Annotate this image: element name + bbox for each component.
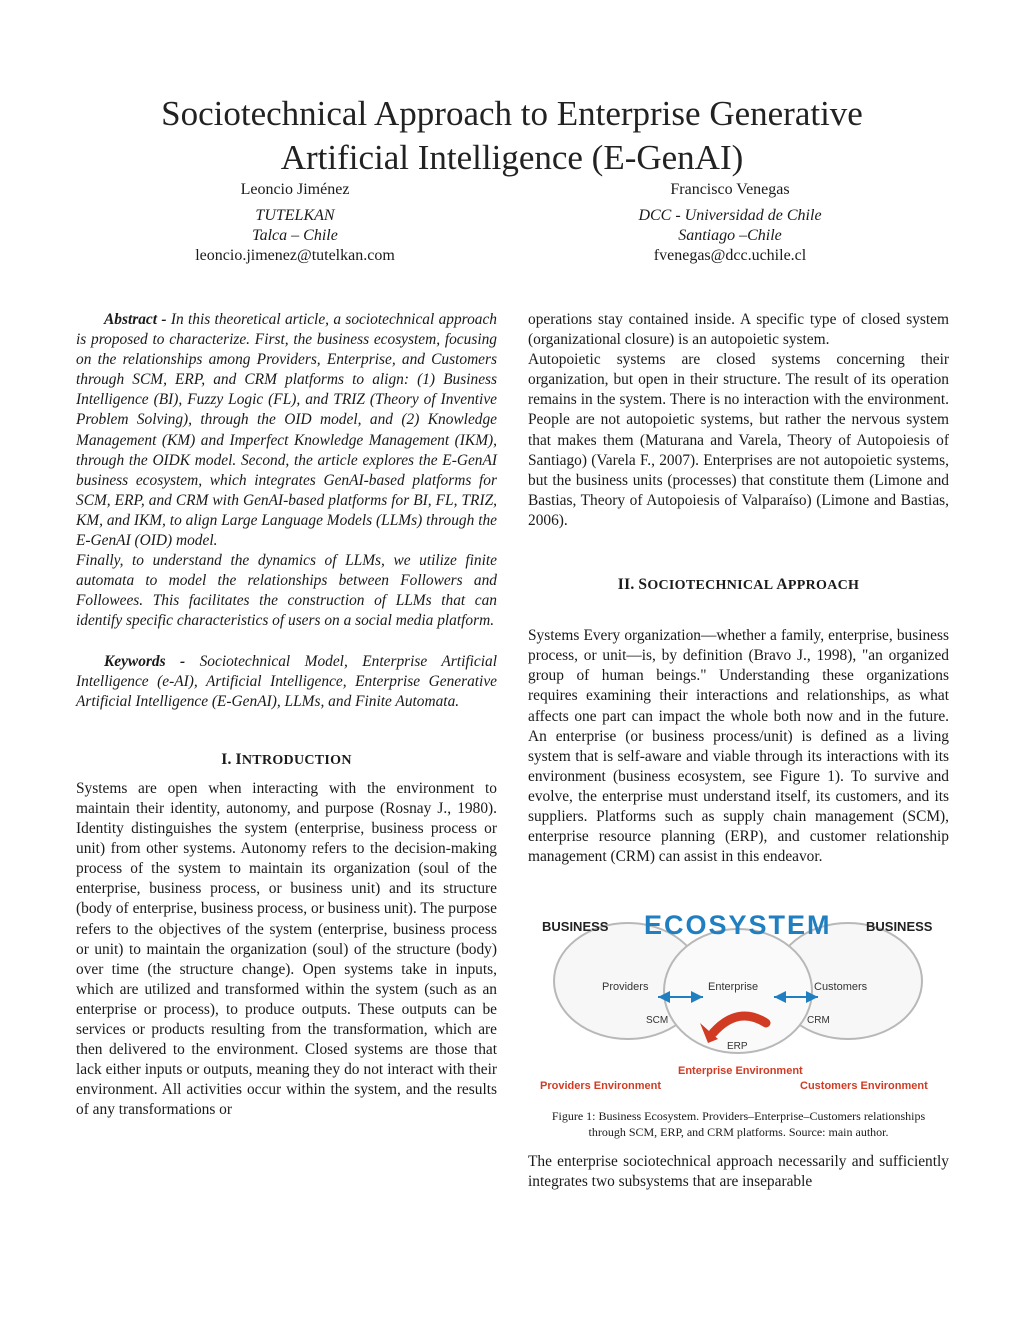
business-right-label: BUSINESS: [866, 919, 933, 935]
right-column: [528, 310, 949, 1192]
paragraph: Autopoietic systems are closed systems concerning their organization, but open in their structure. The result of its operation remains in the system. There is no interaction with the environment. People are not autopoietic systems, but rather the nervous system that makes them (Maturana and Varela, Theory of Autopoiesis of Santiago) (Varela F., 2007). Enterprises are not autopoietic systems, but the business units (processes) that constitute them (Limone and Bastias, Theory of Autopoiesis of Valparaíso) (Limone and Bastias, 2006).: [528, 351, 949, 529]
final-paragraph: The enterprise sociotechnical approach necessarily and sufficiently integrates two subsystems that are inseparable: [528, 1153, 949, 1191]
ecosystem-label: ECOSYSTEM: [644, 910, 832, 941]
title-line-1: Sociotechnical Approach to Enterprise Generative: [161, 94, 863, 133]
section-heading-sociotechnical: II. SOCIOTECHNICAL APPROACH: [617, 576, 860, 594]
author-location: Talca – Chile: [252, 227, 338, 244]
abstract: [76, 310, 497, 551]
business-left-label: BUSINESS: [542, 919, 609, 935]
sociotechnical-text: Systems Every organization—whether a family, enterprise, business process, or unit—is, by definition (Bravo J., 1998), "an organized group of human beings." Understanding these organizations requires examining their interactions and relationships, as what affects one part can impact the whole both now and in the future. An enterprise (or business process/unit) is defined as a living system that is self-aware and viable through its interactions with its environment (business ecosystem, see Figure 1). To survive and evolve, the enterprise must understand itself, its customers, and its suppliers. Platforms such as supply chain management (SCM), enterprise resource planning (ERP), and customer relationship management (CRM) can assist in this endeavor.: [528, 627, 949, 866]
title-line-2: Artificial Intelligence (E-GenAI): [280, 138, 744, 177]
abstract-text: In this theoretical article, a sociotechnical approach is proposed to characterize. First, the business ecosystem, focusing on the relationships among Providers, Enterprise, and Customers through SCM, ERP, and CRM platforms to align: (1) Business Intelligence (BI), Fuzzy Logic (FL), and TRIZ (Theory of Inventive Problem Solving), through the OID model, and (2) Knowledge Management (KM) and Imperfect Knowledge Management (IKM), through the OIDK model. Second, the article explores the E-GenAI business ecosystem, which integrates GenAI-based platforms for SCM, ERP, and CRM with GenAI-based platforms for BI, FL, TRIZ, KM, and IKM, to align Large Language Models (LLMs) through the E-GenAI (OID) model.: [76, 311, 498, 550]
customers-environment-label: Customers Environment: [800, 1080, 928, 1093]
enterprise-label: Enterprise: [708, 981, 759, 994]
figure-caption: [528, 1108, 949, 1140]
providers-label: Providers: [602, 981, 649, 994]
providers-environment-label: Providers Environment: [540, 1080, 662, 1093]
caption-line-1: Figure 1: Business Ecosystem. Providers–Enterprise–Customers relationships: [551, 1109, 926, 1124]
keywords-text: Sociotechnical Model, Enterprise Artificial Intelligence (e-AI), Artificial Intelligence, Enterprise Generative Artificial Intelligence (E-GenAI), LLMs, and Finite Automata.: [76, 652, 497, 710]
author-org: DCC - Universidad de Chile: [638, 207, 822, 224]
erp-label: ERP: [727, 1041, 748, 1053]
author-email: leoncio.jimenez@tutelkan.com: [195, 247, 395, 264]
scm-label: SCM: [646, 1015, 669, 1027]
abstract-label: Abstract -: [104, 311, 167, 328]
figure-business-ecosystem: [528, 901, 949, 1106]
author-name: Leoncio Jiménez: [240, 181, 350, 198]
paragraph: operations stay contained inside. A specific type of closed system (organizational closure) is an autopoietic system.: [528, 311, 949, 349]
author-email: fvenegas@dcc.uchile.cl: [653, 247, 807, 264]
enterprise-environment-label: Enterprise Environment: [678, 1065, 803, 1078]
keywords: [76, 652, 497, 712]
paper-title: [60, 92, 964, 180]
section-heading-introduction: I. INTRODUCTION: [221, 750, 352, 768]
customers-label: Customers: [814, 981, 868, 994]
introduction-text: Systems are open when interacting with the environment to maintain their identity, autonomy, and purpose (Rosnay J., 1980). Identity distinguishes the system (enterprise, business process or unit) from other systems. Autonomy refers to the decision-making process of the system to maintain its organization (soul of the enterprise, business process, or business unit) and its structure (body of enterprise, business process, or business unit). The purpose refers to the objectives of the system (enterprise, business process or unit) to maintain the organization (soul) of the structure (body) over time (the structure change). Open systems take in inputs, which are utilized and transformed within the system (such as an enterprise or process), to produce outputs. These outputs can be services or products resulting from the transformation, which are then delivered to the environment. Closed systems are those that lack either inputs or outputs, meaning they do not interact with their environment. All activities occur within the system, and the results of any transformations or: [76, 779, 497, 1119]
left-column: [76, 310, 497, 1120]
author-name: Francisco Venegas: [670, 181, 790, 198]
keywords-label: Keywords -: [104, 652, 186, 670]
author-block-1: [160, 180, 430, 266]
caption-line-2: through SCM, ERP, and CRM platforms. Source: main author.: [588, 1125, 889, 1140]
author-block-2: [600, 180, 860, 266]
ecosystem-diagram: [528, 901, 949, 1106]
author-location: Santiago –Chile: [678, 227, 782, 244]
author-org: TUTELKAN: [255, 207, 335, 224]
abstract-paragraph-2: Finally, to understand the dynamics of LLMs, we utilize finite automata to model the relationships between Followers and Followees. This facilitates the construction of LLMs that can identify specific characteristics of users on a social media platform.: [76, 552, 497, 630]
crm-label: CRM: [807, 1015, 830, 1027]
